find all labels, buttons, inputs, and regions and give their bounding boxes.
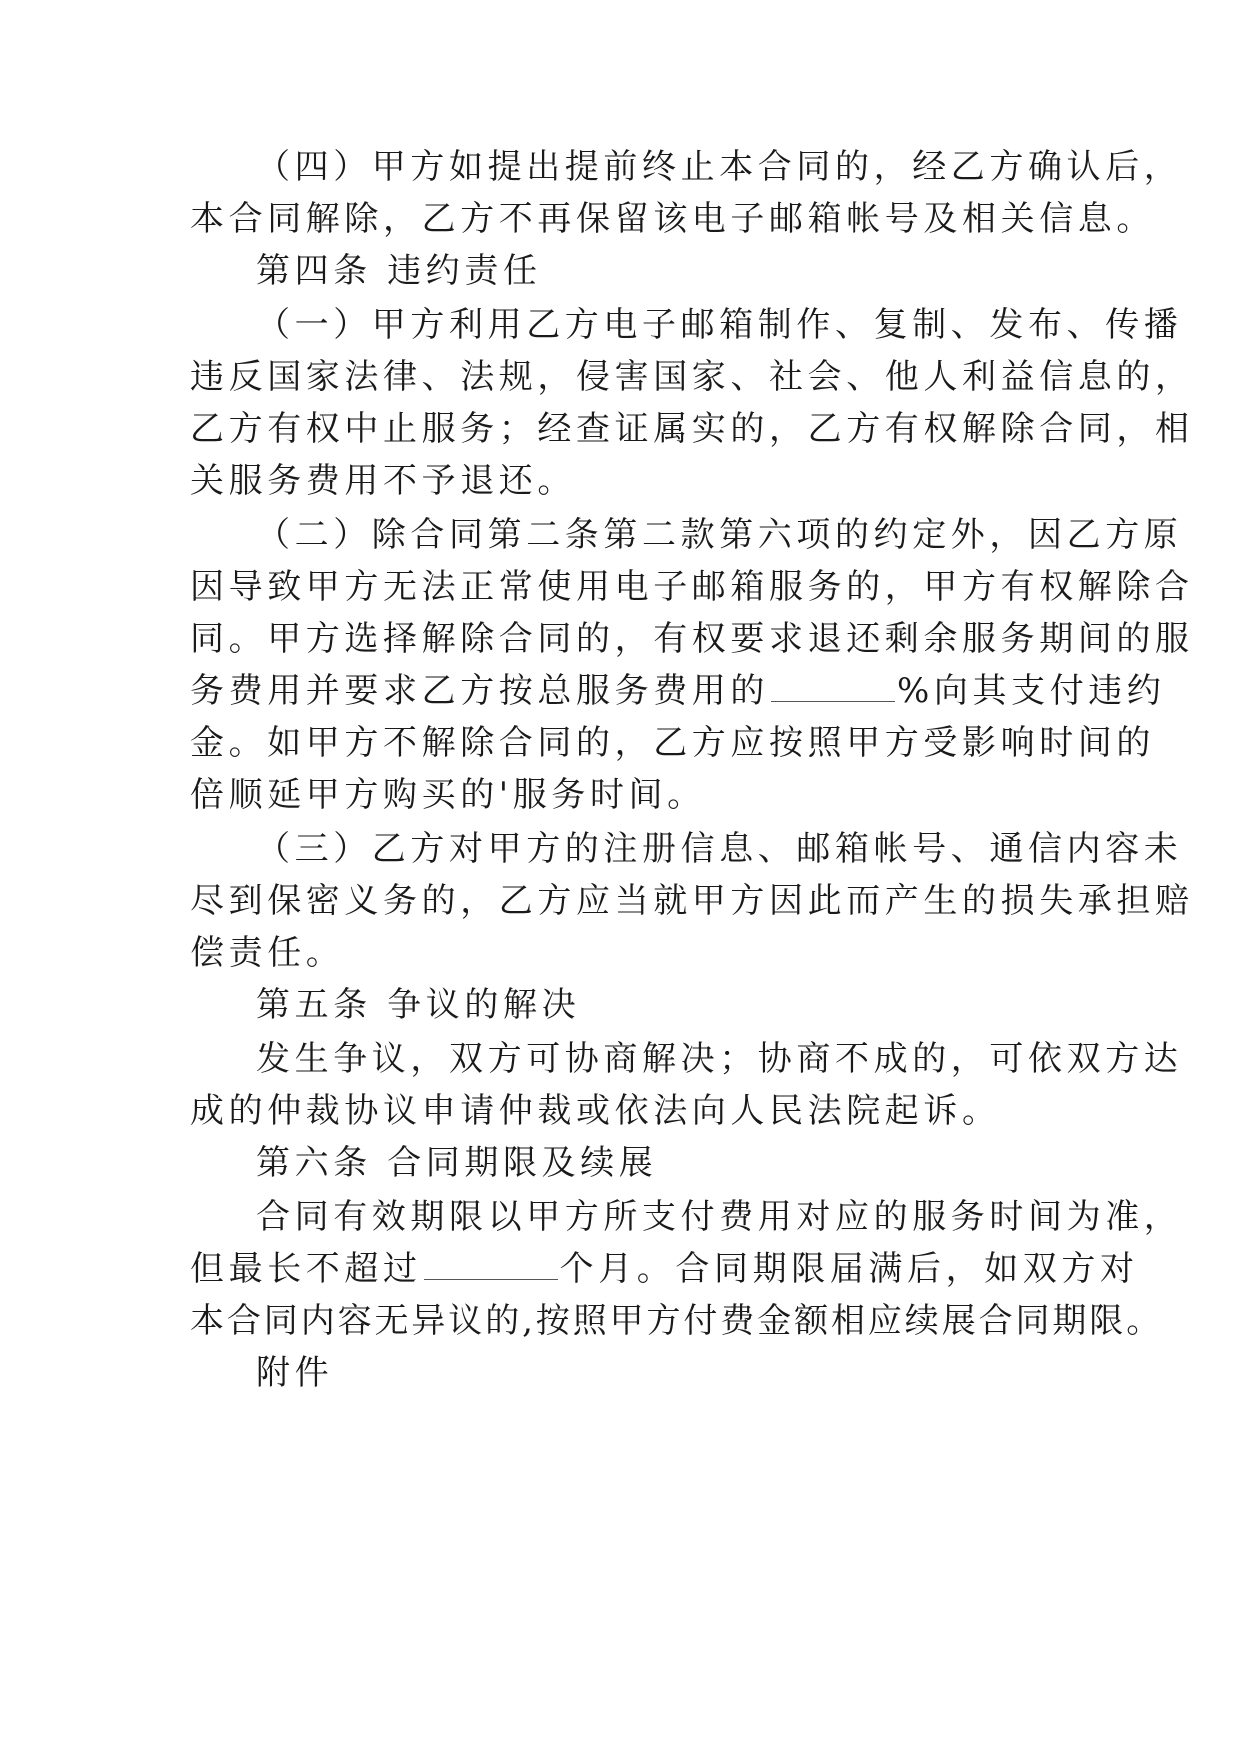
percentage-blank xyxy=(771,700,895,702)
paragraph-liability-1-line-3: 乙方有权中止服务；经查证属实的，乙方有权解除合同，相 xyxy=(190,409,1194,449)
paragraph-liability-1-line-1: （一）甲方利用乙方电子邮箱制作、复制、发布、传播 xyxy=(256,305,1183,345)
line-text-after-blank: %向其支付违约 xyxy=(897,671,1166,711)
paragraph-term-line-3: 本合同内容无异议的,按照甲方付费金额相应续展合同期限。 xyxy=(190,1301,1164,1341)
paragraph-liability-2-line-6: 倍顺延甲方购买的'服务时间。 xyxy=(190,775,706,815)
paragraph-liability-1-line-2: 违反国家法律、法规，侵害国家、社会、他人利益信息的， xyxy=(190,357,1194,397)
paragraph-term-line-2 xyxy=(190,1240,1241,1298)
paragraph-liability-3-line-1: （三）乙方对甲方的注册信息、邮箱帐号、通信内容未 xyxy=(256,829,1183,869)
paragraph-liability-2-line-3: 同。甲方选择解除合同的，有权要求退还剩余服务期间的服 xyxy=(190,619,1194,659)
attachment-heading: 附件 xyxy=(256,1353,334,1393)
paragraph-liability-2-line-5: 金。如甲方不解除合同的，乙方应按照甲方受影响时间的 xyxy=(190,723,1155,763)
paragraph-term-line-1: 合同有效期限以甲方所支付费用对应的服务时间为准， xyxy=(256,1197,1183,1237)
paragraph-liability-2-line-4 xyxy=(190,662,1241,720)
months-blank xyxy=(424,1278,558,1280)
paragraph-liability-2-line-1: （二）除合同第二条第二款第六项的约定外，因乙方原 xyxy=(256,515,1183,555)
paragraph-liability-3-line-3: 偿责任。 xyxy=(190,933,345,973)
paragraph-dispute-line-1: 发生争议，双方可协商解决；协商不成的，可依双方达 xyxy=(256,1039,1183,1079)
paragraph-terminate-line-2: 本合同解除，乙方不再保留该电子邮箱帐号及相关信息。 xyxy=(190,199,1155,239)
article-5-heading: 第五条 争议的解决 xyxy=(256,985,581,1025)
paragraph-liability-3-line-2: 尽到保密义务的，乙方应当就甲方因此而产生的损失承担赔 xyxy=(190,881,1194,921)
paragraph-terminate-line-1: （四）甲方如提出提前终止本合同的，经乙方确认后， xyxy=(256,147,1183,187)
paragraph-dispute-line-2: 成的仲裁协议申请仲裁或依法向人民法院起诉。 xyxy=(190,1091,1001,1131)
line-text-after-blank: 个月。合同期限届满后，如双方对 xyxy=(559,1249,1139,1289)
line-text-before-blank: 务费用并要求乙方按总服务费用的 xyxy=(190,671,769,711)
paragraph-liability-1-line-4: 关服务费用不予退还。 xyxy=(190,461,576,501)
article-4-heading: 第四条 违约责任 xyxy=(256,251,542,291)
article-6-heading: 第六条 合同期限及续展 xyxy=(256,1143,658,1183)
paragraph-liability-2-line-2: 因导致甲方无法正常使用电子邮箱服务的，甲方有权解除合 xyxy=(190,567,1194,607)
line-text-before-blank: 但最长不超过 xyxy=(190,1249,422,1289)
